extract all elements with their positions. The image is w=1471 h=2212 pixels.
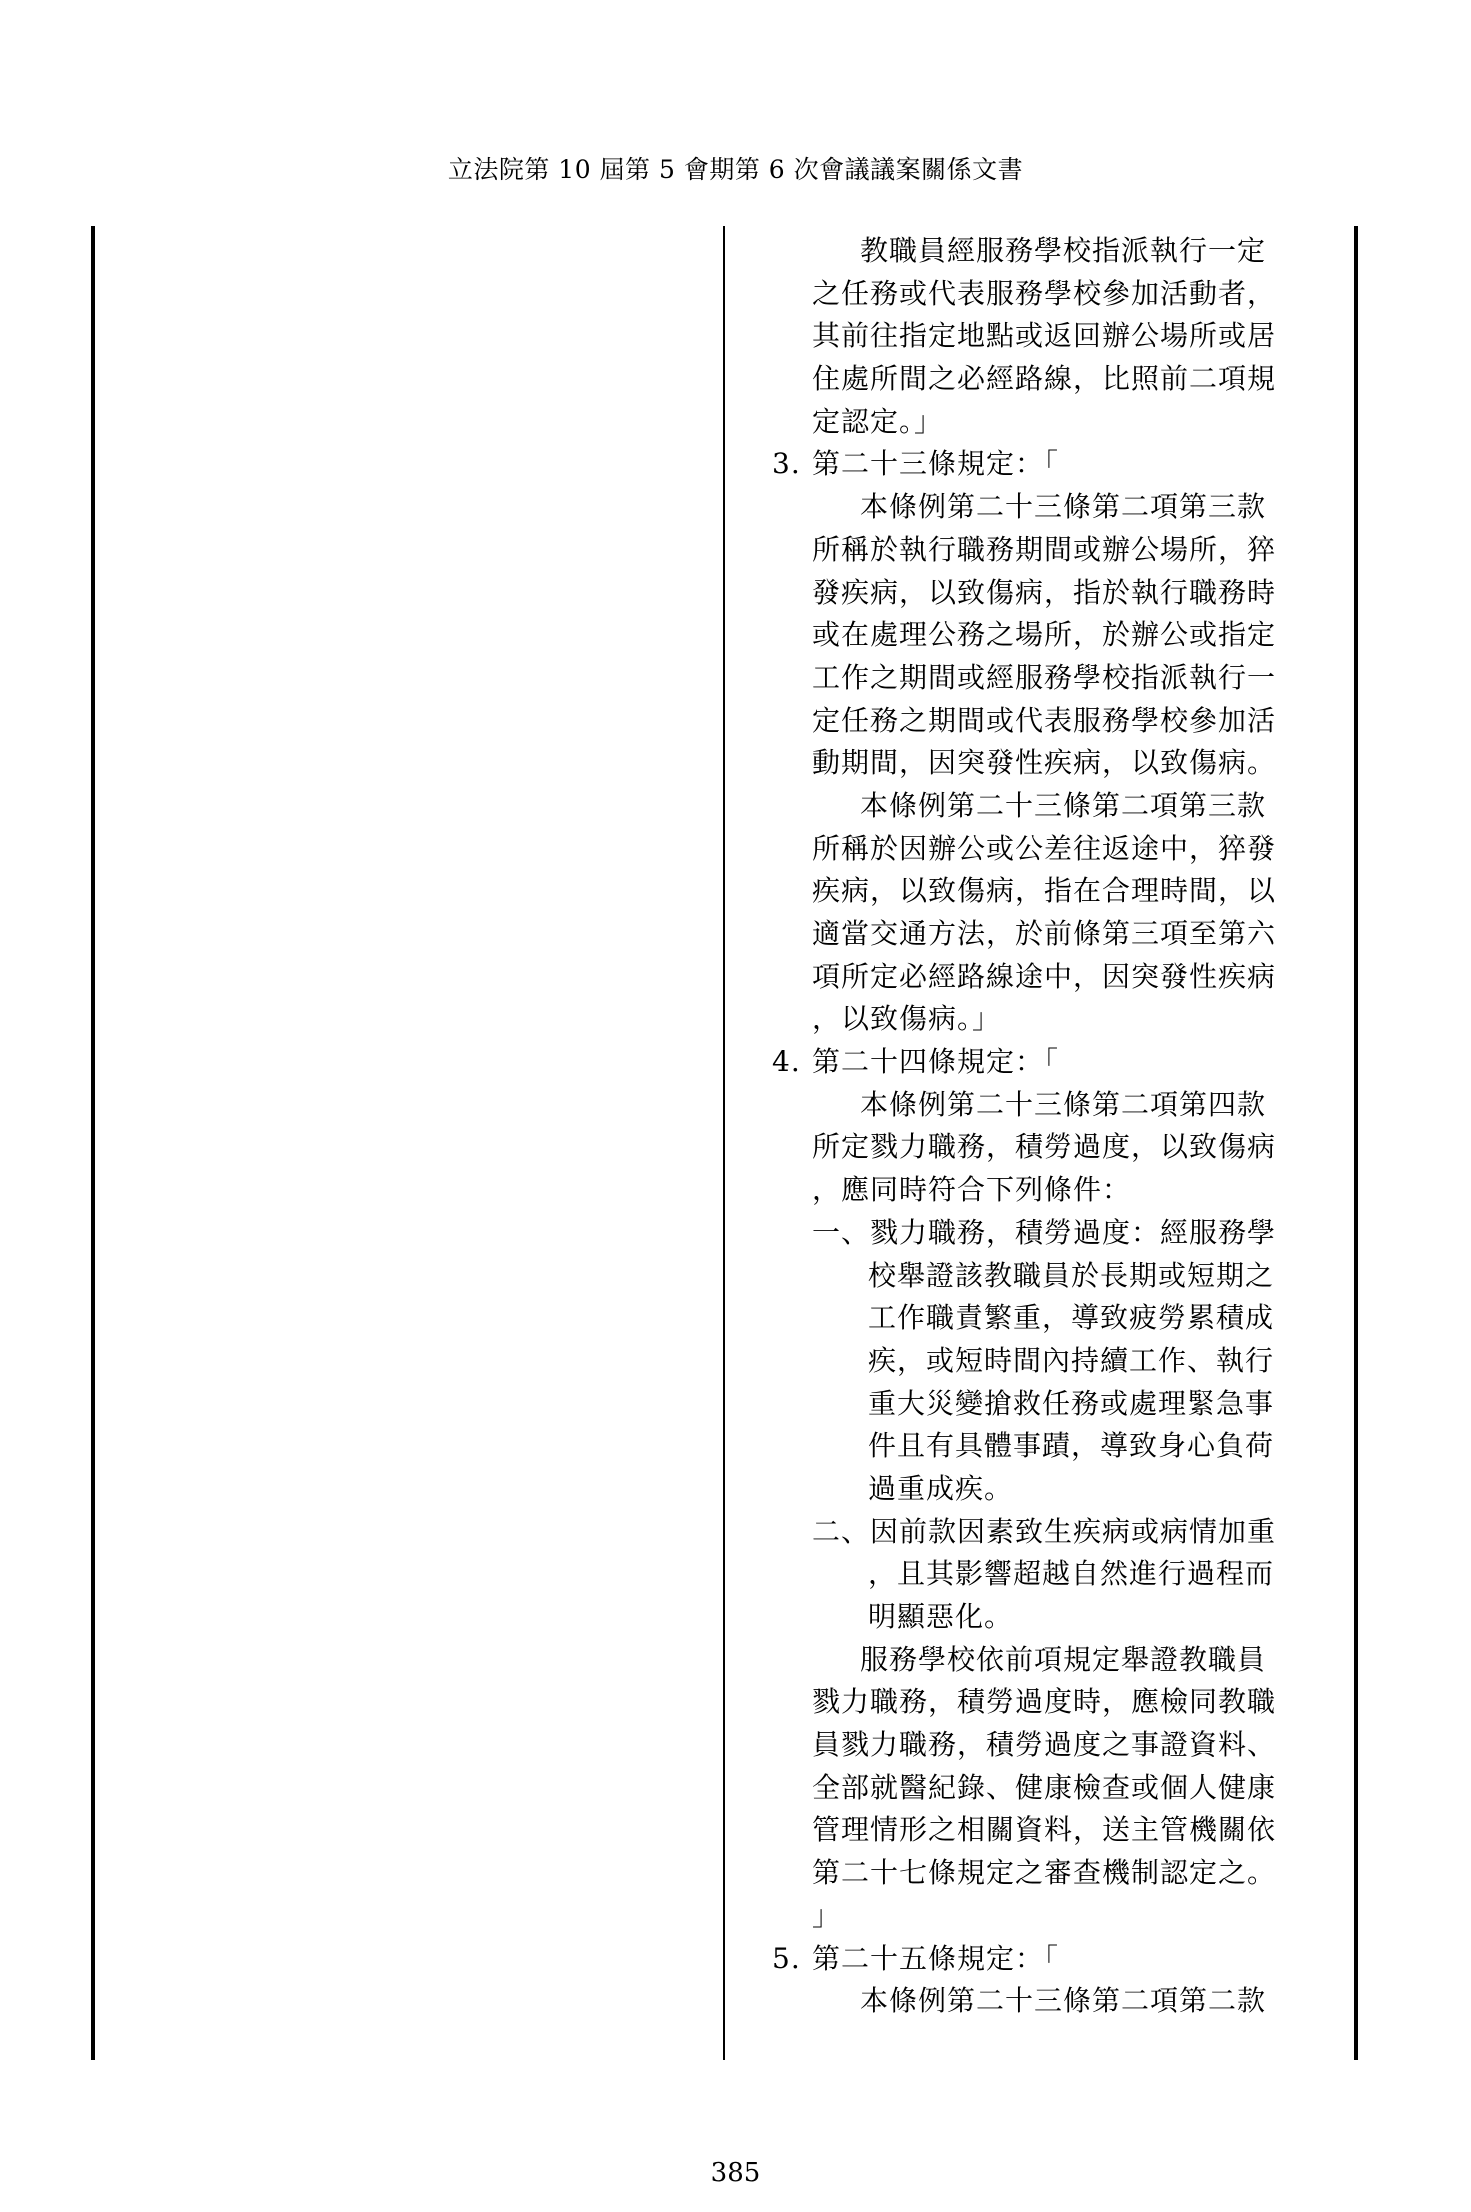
- list-number: 5.: [772, 1941, 801, 1975]
- text-line: [812, 870, 1344, 913]
- line-text: 全部就醫紀錄、健康檢查或個人健康: [812, 1770, 1277, 1804]
- text-line: [812, 1212, 1344, 1255]
- text-line: [812, 614, 1344, 657]
- line-text: ，以致傷病。」: [812, 1002, 1002, 1036]
- right-border-rule: [1354, 226, 1358, 2060]
- line-text: 校舉證該教職員於長期或短期之: [868, 1258, 1275, 1292]
- text-line: [812, 1425, 1344, 1468]
- line-text: 本條例第二十三條第二項第四款: [860, 1087, 1267, 1121]
- text-line: [772, 443, 1344, 486]
- line-text: 」: [812, 1898, 842, 1932]
- line-text: 本條例第二十三條第二項第二款: [860, 1984, 1267, 2018]
- text-line: [812, 1980, 1344, 2023]
- list-number: 4.: [772, 1045, 801, 1079]
- line-text: 所稱於執行職務期間或辦公場所，猝: [812, 532, 1277, 566]
- column-divider: [723, 226, 725, 2060]
- line-text: 定任務之期間或代表服務學校參加活: [812, 703, 1277, 737]
- text-line: [772, 1938, 1344, 1981]
- line-text: 明顯惡化。: [868, 1600, 1014, 1633]
- text-line: [812, 486, 1344, 529]
- line-text: 定認定。」: [812, 404, 944, 438]
- line-text: 一、戮力職務，積勞過度：經服務學: [812, 1215, 1277, 1249]
- text-line: [812, 785, 1344, 828]
- text-line: [812, 273, 1344, 316]
- text-line: [812, 956, 1344, 999]
- line-text: 服務學校依前項規定舉證教職員: [860, 1642, 1267, 1676]
- line-text: 戮力職務，積勞過度時，應檢同教職: [812, 1685, 1277, 1719]
- page-number: 385: [710, 2158, 761, 2188]
- line-text: 疾，或短時間內持續工作、執行: [868, 1343, 1275, 1377]
- line-text: 或在處理公務之場所，於辦公或指定: [812, 618, 1277, 652]
- line-text: ，且其影響超越自然進行過程而: [868, 1557, 1275, 1591]
- text-line: [812, 1297, 1344, 1340]
- text-line: [812, 1852, 1344, 1895]
- text-line: [812, 1724, 1344, 1767]
- text-line: [812, 1767, 1344, 1810]
- line-text: 所稱於因辦公或公差往返途中，猝發: [812, 831, 1277, 865]
- text-line: [772, 1041, 1344, 1084]
- line-text: 第二十四條規定：「: [812, 1045, 1060, 1079]
- text-line: [812, 230, 1344, 273]
- text-line: [812, 998, 1344, 1041]
- line-text: 疾病，以致傷病，指在合理時間，以: [812, 874, 1277, 908]
- text-line: [812, 913, 1344, 956]
- text-line: [812, 1596, 1344, 1639]
- text-line: [812, 529, 1344, 572]
- text-line: [812, 657, 1344, 700]
- text-line: [812, 1809, 1344, 1852]
- line-text: 二、因前款因素致生疾病或病情加重: [812, 1514, 1277, 1548]
- line-text: 第二十七條規定之審查機制認定之。: [812, 1856, 1277, 1890]
- line-text: 工作之期間或經服務學校指派執行一: [812, 660, 1277, 694]
- line-text: ，應同時符合下列條件：: [812, 1173, 1132, 1207]
- line-text: 其前往指定地點或返回辦公場所或居: [812, 319, 1277, 353]
- line-text: 教職員經服務學校指派執行一定: [860, 234, 1267, 267]
- line-text: 本條例第二十三條第二項第三款: [860, 788, 1267, 822]
- line-text: 第二十五條規定：「: [812, 1941, 1060, 1975]
- right-column-text: [772, 230, 1344, 2023]
- text-line: [812, 1126, 1344, 1169]
- text-line: [812, 1340, 1344, 1383]
- line-text: 過重成疾。: [868, 1471, 1014, 1505]
- line-text: 管理情形之相關資料，送主管機關依: [812, 1813, 1277, 1847]
- text-line: [812, 401, 1344, 444]
- line-text: 之任務或代表服務學校參加活動者，: [812, 276, 1277, 310]
- line-text: 員戮力職務，積勞過度之事證資料、: [812, 1728, 1277, 1762]
- text-line: [812, 828, 1344, 871]
- text-line: [812, 1553, 1344, 1596]
- line-text: 所定戮力職務，積勞過度，以致傷病: [812, 1130, 1277, 1164]
- text-line: [812, 1895, 1344, 1938]
- text-line: [812, 1255, 1344, 1298]
- line-text: 重大災變搶救任務或處理緊急事: [868, 1386, 1275, 1420]
- left-border-rule: [91, 226, 95, 2060]
- line-text: 項所定必經路線途中，因突發性疾病: [812, 959, 1277, 993]
- text-line: [812, 700, 1344, 743]
- line-text: 工作職責繁重，導致疲勞累積成: [868, 1301, 1275, 1335]
- page-header: 立法院第 10 屆第 5 會期第 6 次會議議案關係文書: [447, 155, 1024, 184]
- line-text: 本條例第二十三條第二項第三款: [860, 490, 1267, 524]
- text-line: [812, 572, 1344, 615]
- text-line: [812, 1511, 1344, 1554]
- list-number: 3.: [772, 447, 801, 481]
- line-text: 第二十三條規定：「: [812, 447, 1060, 481]
- text-line: [812, 1084, 1344, 1127]
- text-line: [812, 742, 1344, 785]
- line-text: 住處所間之必經路線，比照前二項規: [812, 362, 1277, 396]
- text-line: [812, 1468, 1344, 1511]
- text-line: [812, 1383, 1344, 1426]
- line-text: 適當交通方法，於前條第三項至第六: [812, 917, 1277, 950]
- text-line: [812, 1681, 1344, 1724]
- line-text: 發疾病，以致傷病，指於執行職務時: [812, 575, 1277, 609]
- text-line: [812, 1639, 1344, 1682]
- text-line: [812, 1169, 1344, 1212]
- line-text: 件且有具體事蹟，導致身心負荷: [868, 1429, 1275, 1463]
- text-line: [812, 358, 1344, 401]
- text-line: [812, 315, 1344, 358]
- line-text: 動期間，因突發性疾病，以致傷病。: [812, 746, 1277, 780]
